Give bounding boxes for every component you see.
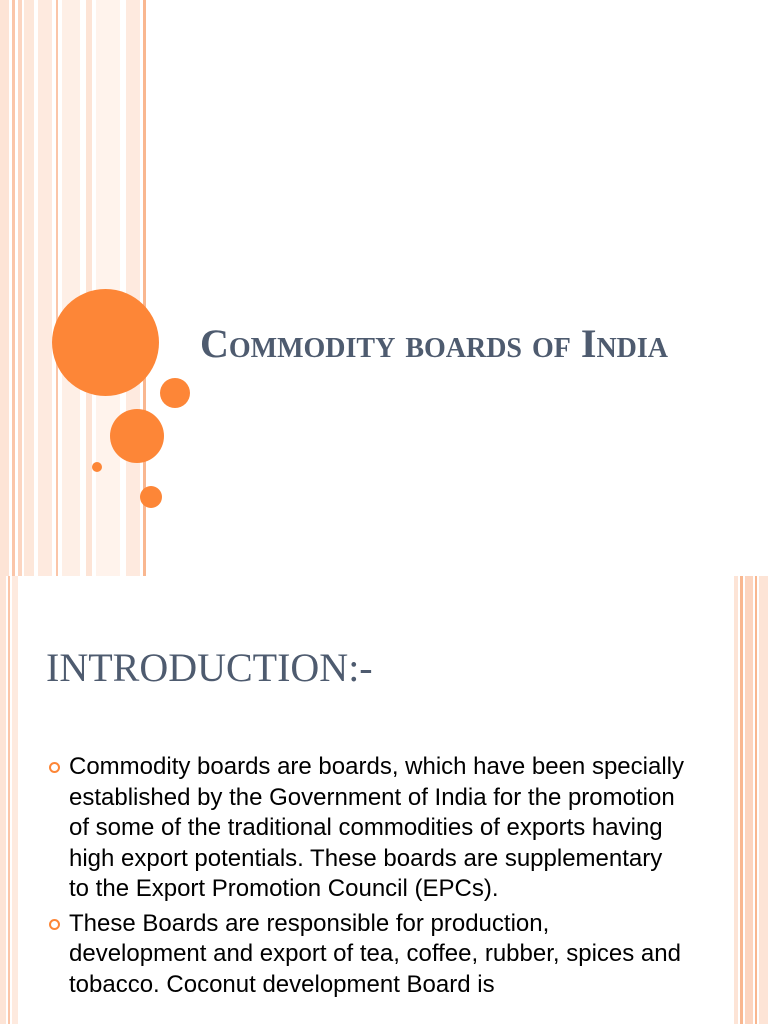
decor-stripe xyxy=(86,0,92,576)
slide-heading: INTRODUCTION:- xyxy=(46,645,373,690)
bullet-list xyxy=(46,752,686,1004)
decor-circle-medium xyxy=(110,409,164,463)
decor-stripe xyxy=(38,0,52,576)
decor-stripe xyxy=(745,576,753,1024)
slide-title: Commodity boards of India xyxy=(200,321,669,366)
decor-circle-tiny xyxy=(92,462,102,472)
bullet-item xyxy=(46,752,686,905)
decor-stripe xyxy=(24,0,34,576)
hollow-circle-icon xyxy=(49,762,60,773)
bullet-item xyxy=(46,909,686,1001)
decor-stripe xyxy=(12,0,15,576)
decor-stripe xyxy=(96,0,120,576)
bullet-text: Commodity boards are boards, which have been specially established by the Government of India for the promotion of some of the traditional commodities of exports having high export potentials. These boards are supplementary to the Export Promotion Council (EPCs). xyxy=(69,753,684,902)
decor-stripe xyxy=(755,576,757,1024)
decor-stripe xyxy=(759,576,768,1024)
decor-stripe xyxy=(126,0,140,576)
decor-stripe xyxy=(18,0,22,576)
decor-circle-large xyxy=(52,289,159,396)
decor-stripe xyxy=(740,576,743,1024)
decor-stripe xyxy=(734,576,738,1024)
decor-stripe xyxy=(56,0,58,576)
decor-stripe xyxy=(0,0,9,576)
bullet-text: These Boards are responsible for production, development and export of tea, coffee, rubber, spices and tobacco. Coconut development Board is xyxy=(69,909,681,998)
decor-circle-small xyxy=(140,486,162,508)
decor-stripe xyxy=(0,576,6,1024)
decor-stripe xyxy=(8,576,10,1024)
hollow-circle-icon xyxy=(49,919,60,930)
decor-stripe xyxy=(12,576,18,1024)
decor-stripe xyxy=(62,0,80,576)
decor-circle-small xyxy=(160,378,190,408)
